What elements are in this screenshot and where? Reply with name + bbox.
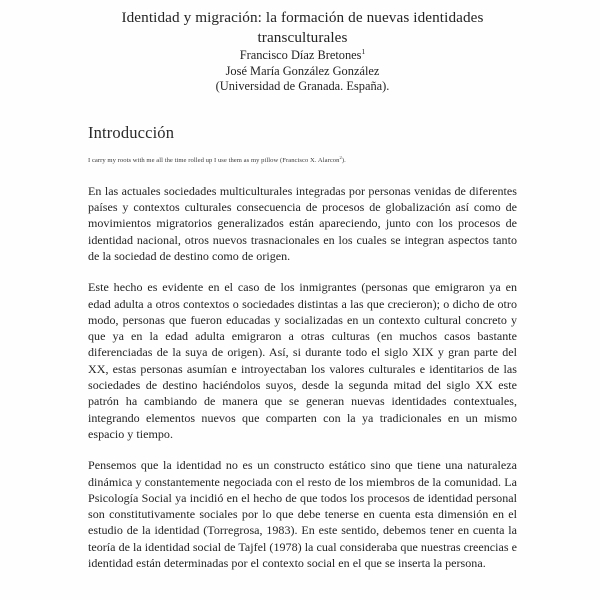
author-1-footnote-marker: 1 <box>361 46 366 56</box>
epigraph-footnote-marker: 2 <box>339 154 342 160</box>
epigraph <box>88 156 517 166</box>
section-heading-introduccion: Introducción <box>88 122 175 142</box>
epigraph-text: I carry my roots with me all the time rolled up I use them as my pillow (Francisco X. Alarcon <box>88 156 340 164</box>
author-name-2 <box>88 64 517 80</box>
page-title: Identidad y migración: la formación de nuevas identidades transculturales <box>121 9 484 46</box>
author-block <box>88 48 517 95</box>
epigraph-text-end: ). <box>341 156 346 164</box>
author-name-1-text: Francisco Díaz Bretones <box>239 48 362 62</box>
author-name-2-text: José María González González <box>225 63 380 78</box>
paragraph-3: Pensemos que la identidad no es un constructo estático sino que tiene una naturaleza dinámica y constantemente negociada con el resto de los miembros de la comunidad. La Psicología Social ya incidió en el hecho de que todos los procesos de identidad personal son constitutivamente sociales por lo que debe tenerse en cuenta esta dimensión en el estudio de la identidad (Torregrosa, 1983). En este sentido, debemos tener en cuenta la teoría de la identidad social de Tajfel (1978) la cual consideraba que nuestras creencias e identidad están determinadas por el contexto social en el que se inserta la persona. <box>88 458 517 571</box>
affiliation: (Universidad de Granada. España). <box>215 79 390 94</box>
author-name-1 <box>88 48 517 64</box>
paragraph-2: Este hecho es evidente en el caso de los inmigrantes (personas que emigraron ya en edad adulta a otros contextos o sociedades distintas a las que crecieron); o dicho de otro modo, personas que fueron educadas y socializadas en un contexto cultural concreto y que ya en la edad adulta emigraron a otras culturas (en muchos casos bastante diferenciadas de la suya de origen). Así, si durante todo el siglo XIX y gran parte del XX, estas personas asumían e introyectaban los valores culturales e identitarios de las sociedades de destino haciéndolos suyos, desde la segunda mitad del siglo XX este patrón ha cambiando de manera que se generan nuevas identidades contextuales, integrando elementos nuevos que comparten con la ya tradicionales en un mismo espacio y tiempo. <box>88 280 517 441</box>
paragraph-1: En las actuales sociedades multiculturales integradas por personas venidas de diferentes países y contextos culturales consecuencia de procesos de globalización así como de movimientos migratorios generalizados están apareciendo, junto con los procesos de identidad nacional, otros nuevos trasnacionales en los cuales se integran aspectos tanto de la sociedad de destino como de origen. <box>88 183 517 263</box>
